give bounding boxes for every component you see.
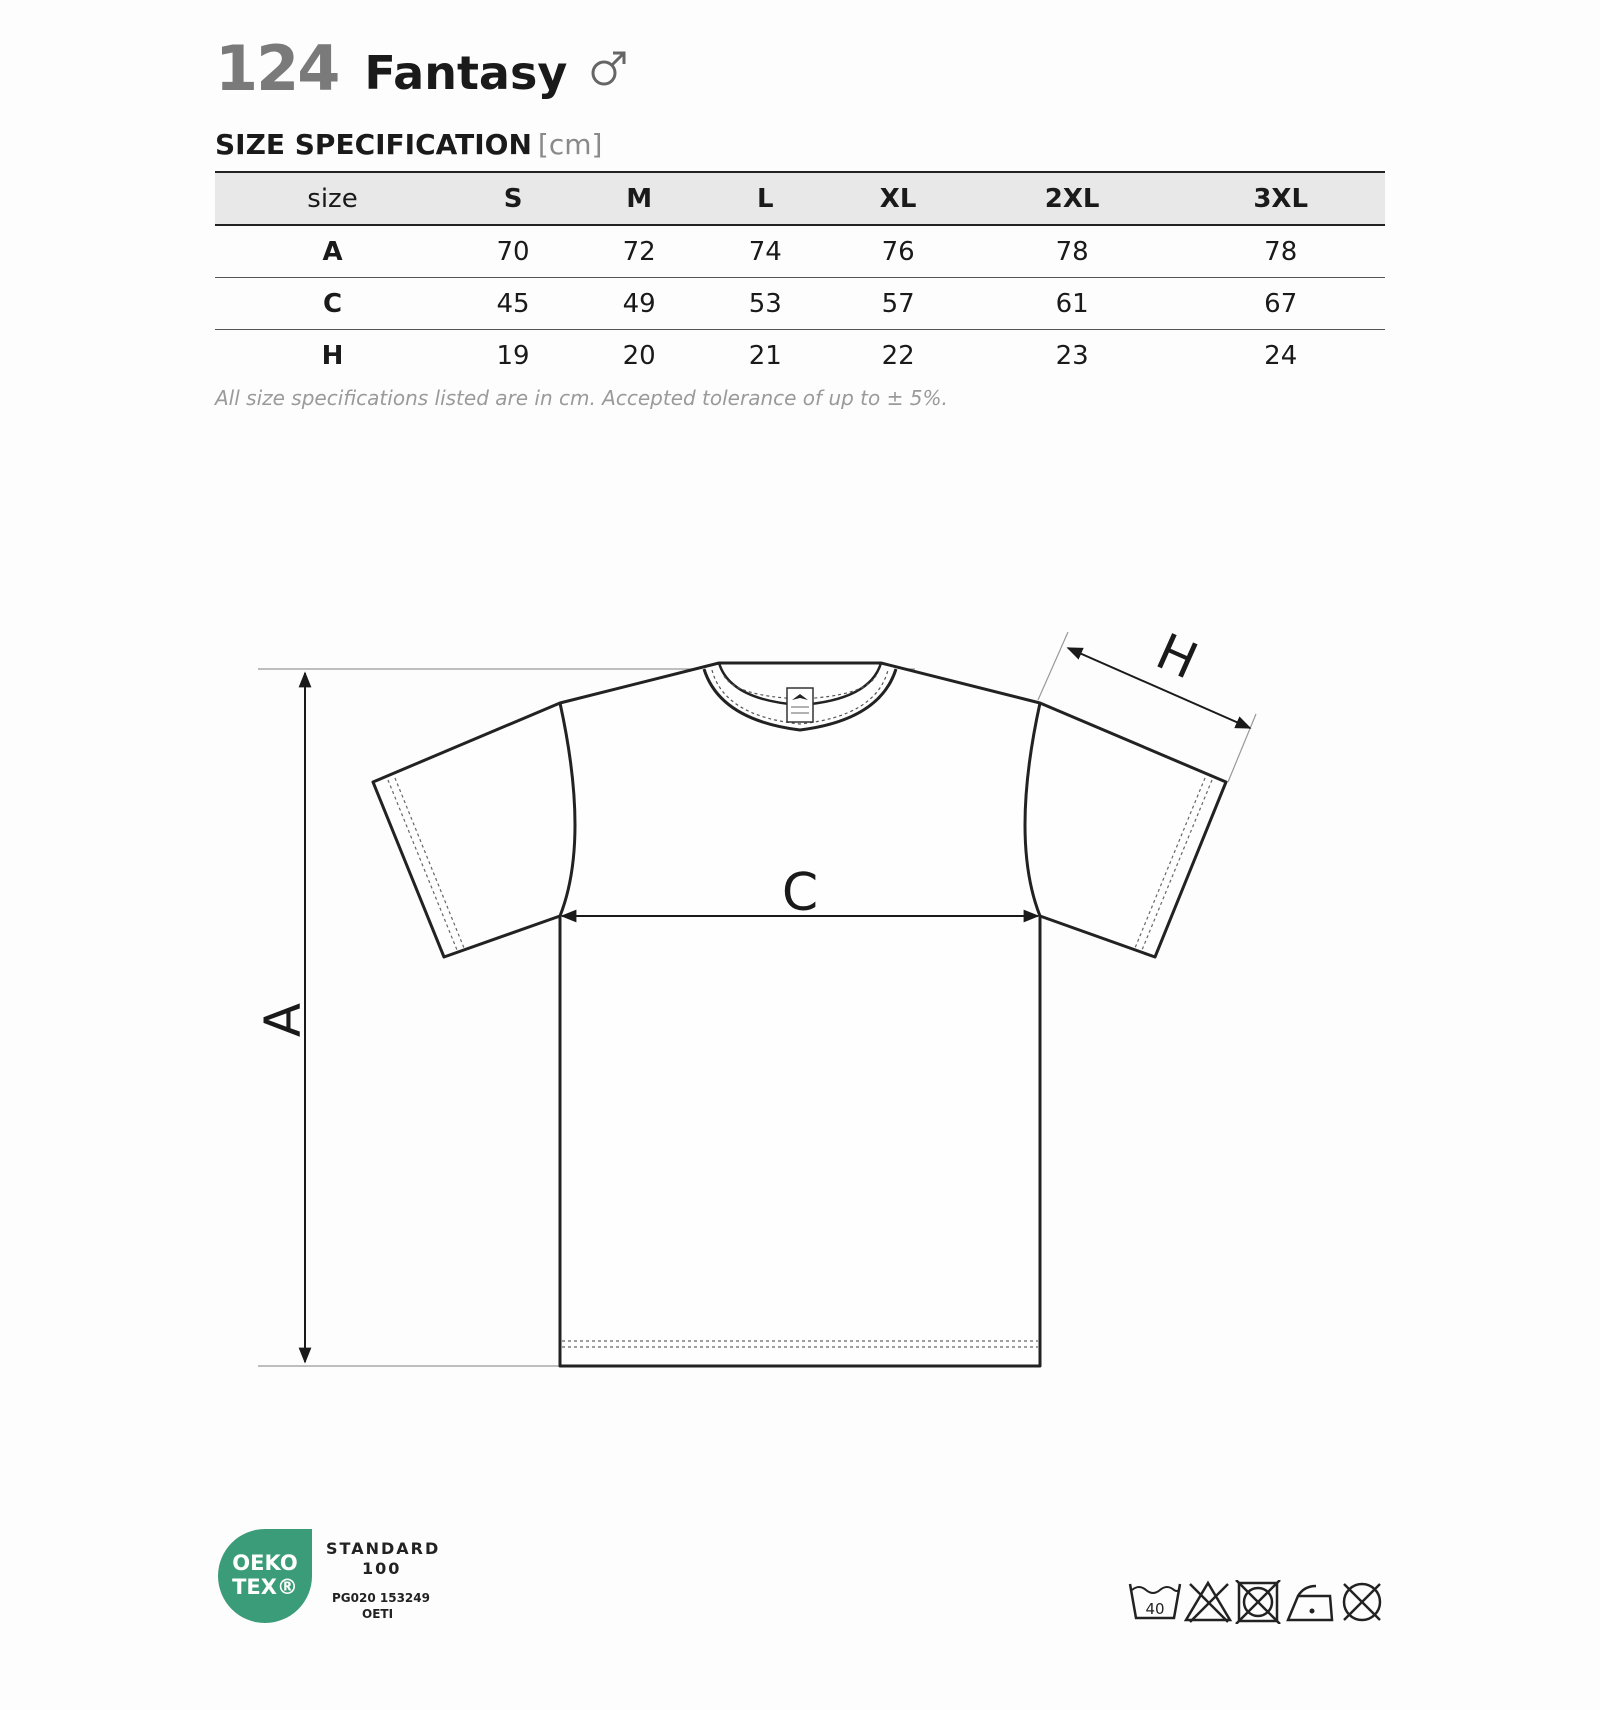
table-cell: 70	[450, 225, 576, 278]
neck-tag-icon	[787, 688, 813, 722]
table-cell: 72	[576, 225, 702, 278]
table-cell: 53	[702, 278, 828, 330]
spec-unit: [cm]	[537, 128, 603, 161]
table-cell: 20	[622, 340, 656, 371]
spec-heading-text: SIZE SPECIFICATION	[215, 128, 532, 161]
wash-temperature: 40	[1145, 1600, 1165, 1618]
tolerance-note: All size specifications listed are in cm. Accepted tolerance of up to ± 5%.	[215, 386, 948, 410]
column-header: L	[702, 172, 828, 225]
no-dry-clean-icon	[1344, 1584, 1380, 1620]
no-tumble-dry-icon	[1236, 1580, 1280, 1624]
column-header: size	[215, 172, 450, 225]
column-header: XL	[828, 172, 968, 225]
row-label: A	[215, 225, 450, 278]
oeko-institute: OETI	[362, 1607, 394, 1621]
row-label: C	[215, 278, 450, 330]
oeko-certificate: PG020 153249	[332, 1591, 430, 1605]
table-cell: 24	[1264, 340, 1298, 371]
column-header: 3XL	[1176, 172, 1385, 225]
table-cell: 74	[702, 225, 828, 278]
table-cell: 45	[450, 278, 576, 330]
table-cell: 78	[968, 225, 1177, 278]
model-number: 124	[215, 32, 339, 105]
oeko-brand-line2: TEX®	[232, 1575, 298, 1599]
oeko-brand-line1: OEKO	[232, 1551, 298, 1575]
table-cell: 49	[576, 278, 702, 330]
wash-40-icon	[1130, 1584, 1180, 1618]
oeko-standard-number: 100	[362, 1559, 402, 1578]
table-cell: 22	[881, 340, 915, 371]
column-header: M	[576, 172, 702, 225]
oeko-tex-logo	[218, 1529, 312, 1623]
measure-label-h: H	[1147, 622, 1206, 691]
sleeve-guide-line	[1038, 632, 1068, 700]
no-bleach-icon	[1186, 1583, 1230, 1622]
table-cell: 76	[828, 225, 968, 278]
column-header: S	[450, 172, 576, 225]
model-name: Fantasy	[364, 46, 568, 100]
measure-label-a: A	[254, 1002, 312, 1038]
table-cell: 57	[828, 278, 968, 330]
table-cell: 23	[1055, 340, 1089, 371]
iron-low-icon	[1288, 1586, 1332, 1620]
oeko-standard: STANDARD	[326, 1539, 441, 1558]
table-cell: 78	[1176, 225, 1385, 278]
table-cell: 67	[1176, 278, 1385, 330]
table-cell: 61	[968, 278, 1177, 330]
care-symbols	[1128, 1580, 1388, 1624]
table-cell: 21	[748, 340, 782, 371]
tshirt-outline	[373, 663, 1226, 1366]
column-header: 2XL	[968, 172, 1177, 225]
table-cell: 19	[496, 340, 530, 371]
measure-label-c: C	[781, 863, 819, 923]
row-label: H	[321, 340, 344, 371]
oeko-tex-label	[218, 1529, 441, 1629]
